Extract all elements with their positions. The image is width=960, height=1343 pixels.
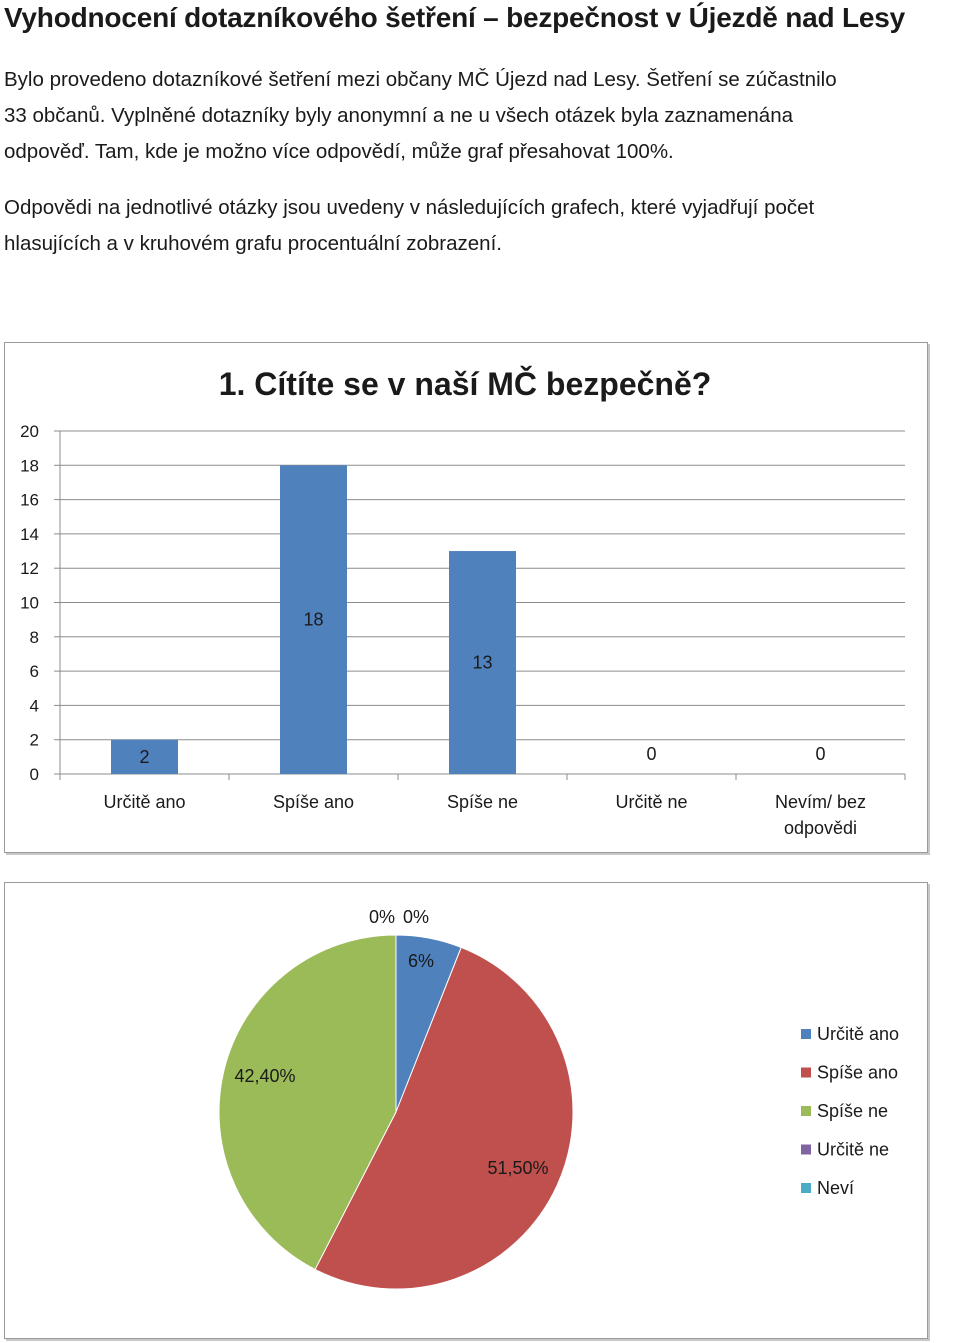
pie-data-label: 0% <box>368 907 396 927</box>
x-category-label: Určitě ano <box>103 792 186 812</box>
legend-swatch <box>801 1029 811 1039</box>
bar-data-label: 0 <box>646 744 657 764</box>
bar-chart-frame <box>4 342 928 853</box>
legend-label: Spíše ano <box>817 1062 899 1083</box>
y-tick-label: 10 <box>20 593 39 613</box>
y-tick-label: 12 <box>20 559 39 579</box>
y-tick-label: 0 <box>29 765 39 784</box>
x-category-label: Nevím/ bez odpovědi <box>774 792 867 838</box>
y-tick-label: 4 <box>29 696 39 716</box>
bar-data-label: 18 <box>303 609 324 630</box>
y-tick-label: 6 <box>29 662 39 682</box>
pie-data-label: 6% <box>407 951 435 971</box>
bar-data-label: 2 <box>139 746 150 767</box>
y-tick-label: 18 <box>20 456 39 476</box>
legend-label: Spíše ne <box>817 1101 889 1121</box>
bar-chart <box>5 343 927 852</box>
document-title: Vyhodnocení dotazníkového šetření – bezpečnost v Újezdě nad Lesy <box>4 2 906 33</box>
legend-swatch <box>801 1183 811 1193</box>
bar-data-label: 13 <box>472 652 493 673</box>
legend-label: Určitě ano <box>817 1024 900 1044</box>
bar-data-label: 0 <box>815 744 826 764</box>
pie-data-label: 51,50% <box>487 1158 549 1178</box>
x-category-label: Spíše ne <box>446 792 519 812</box>
legend-swatch <box>801 1068 811 1078</box>
explanation-line: hlasujících a v kruhovém grafu procentuální zobrazení. <box>4 232 502 255</box>
legend-label: Určitě ne <box>817 1139 890 1160</box>
pie-data-label: 42,40% <box>234 1066 296 1086</box>
y-tick-label: 2 <box>29 730 39 750</box>
pie-data-label: 0% <box>402 907 430 927</box>
explanation-line: Odpovědi na jednotlivé otázky jsou uvedeny v následujících grafech, které vyjadřují počet <box>4 196 815 219</box>
bar-chart-title: 1. Cítíte se v naší MČ bezpečně? <box>218 366 712 402</box>
pie-chart-frame <box>4 882 928 1339</box>
pie-chart <box>5 883 927 1338</box>
intro-line: odpověď. Tam, kde je možno více odpovědí, může graf přesahovat 100%. <box>4 140 674 163</box>
legend-label: Neví <box>817 1178 855 1198</box>
y-tick-label: 14 <box>20 524 39 544</box>
legend-swatch <box>801 1106 811 1116</box>
intro-paragraph <box>4 62 837 170</box>
y-tick-label: 16 <box>20 490 39 510</box>
intro-line: Bylo provedeno dotazníkové šetření mezi občany MČ Újezd nad Lesy. Šetření se zúčastnilo <box>4 68 837 91</box>
y-tick-label: 8 <box>29 627 39 647</box>
intro-line: 33 občanů. Vyplněné dotazníky byly anonymní a ne u všech otázek byla zaznamenána <box>4 104 793 127</box>
x-category-label: Spíše ano <box>272 792 355 812</box>
x-category-label: Určitě ne <box>615 792 688 812</box>
y-tick-label: 20 <box>20 422 39 441</box>
legend-swatch <box>801 1145 811 1155</box>
explanation-paragraph <box>4 190 814 262</box>
